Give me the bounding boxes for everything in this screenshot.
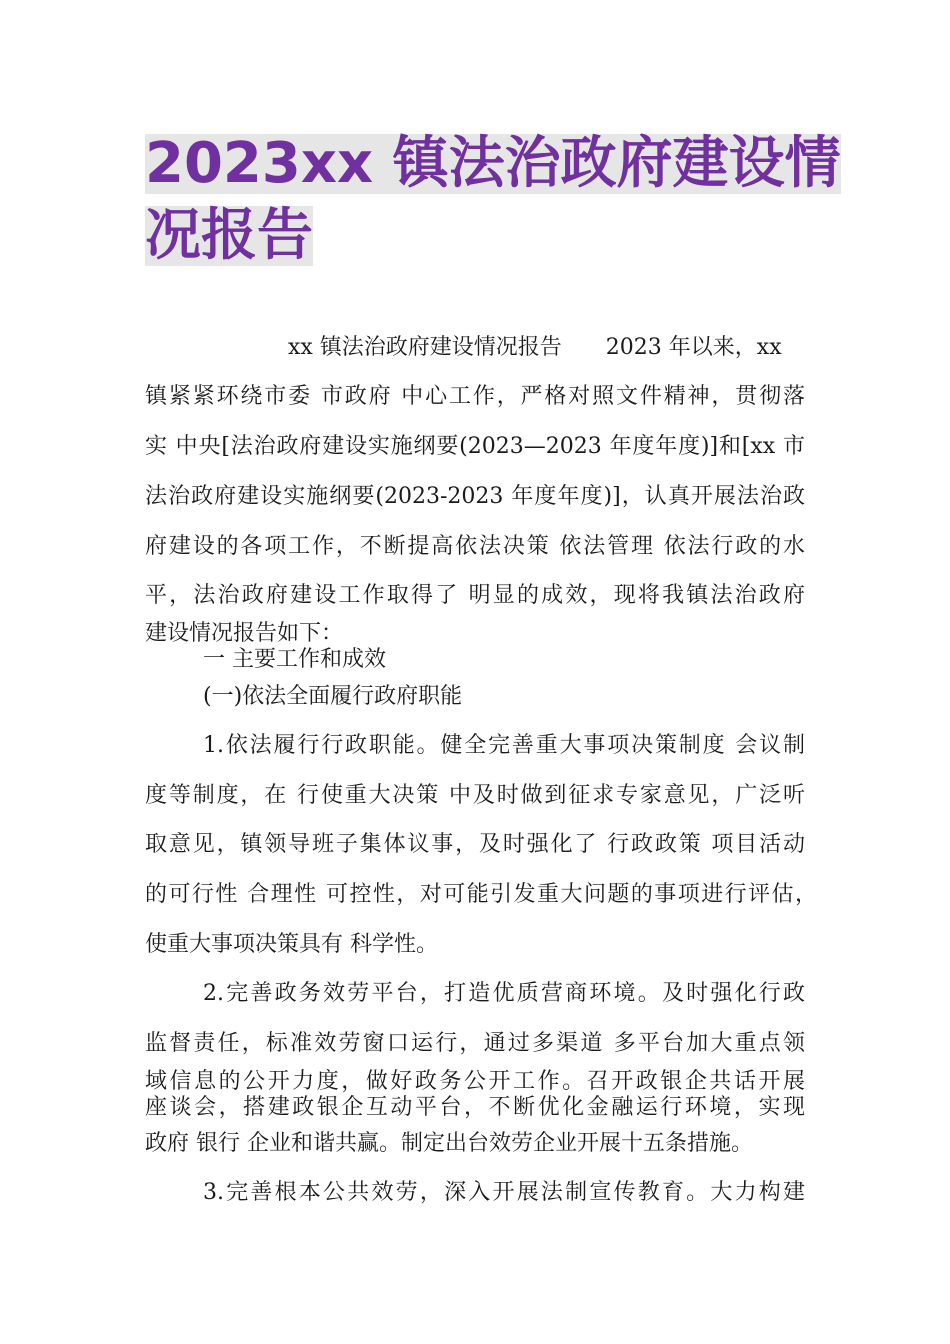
paragraph-line: 法治政府建设实施纲要(2023-2023 年度年度)]，认真开展法治政 (145, 484, 805, 509)
document-title-line-2: 况报告 (145, 203, 313, 268)
paragraph-line: xx 镇法治政府建设情况报告 2023 年以来，xx (288, 335, 782, 360)
section-heading: 一 主要工作和成效 (203, 647, 386, 672)
paragraph-line: 政府 银行 企业和谐共赢。制定出台效劳企业开展十五条措施。 (145, 1131, 753, 1156)
paragraph-line: 镇紧紧环绕市委 市政府 中心工作，严格对照文件精神，贯彻落 (145, 384, 805, 409)
paragraph-line: 3.完善根本公共效劳，深入开展法制宣传教育。大力构建 (203, 1180, 805, 1205)
paragraph-line: 府建设的各项工作，不断提高依法决策 依法管理 依法行政的水 (145, 534, 805, 559)
paragraph-line: 座谈会，搭建政银企互动平台，不断优化金融运行环境，实现 (145, 1095, 805, 1120)
paragraph-line: 使重大事项决策具有 科学性。 (145, 932, 438, 957)
paragraph-line: 2.完善政务效劳平台，打造优质营商环境。及时强化行政 (203, 981, 805, 1006)
document-title-line-1: 2023xx 镇法治政府建设情 (145, 131, 841, 196)
paragraph-line: 实 中央[法治政府建设实施纲要(2023—2023 年度年度)]和[xx 市 (145, 434, 805, 459)
paragraph-line: 的可行性 合理性 可控性，对可能引发重大问题的事项进行评估， (145, 882, 817, 907)
paragraph-line: 域信息的公开力度，做好政务公开工作。召开政银企共话开展 (145, 1069, 805, 1094)
paragraph-line: 度等制度，在 行使重大决策 中及时做到征求专家意见，广泛听 (145, 783, 805, 808)
paragraph-line: 取意见，镇领导班子集体议事，及时强化了 行政政策 项目活动 (145, 832, 805, 857)
paragraph-line: 平，法治政府建设工作取得了 明显的成效，现将我镇法治政府 (145, 583, 805, 608)
paragraph-line: 1.依法履行行政职能。健全完善重大事项决策制度 会议制 (203, 733, 805, 758)
subsection-heading: (一)依法全面履行政府职能 (203, 684, 463, 709)
paragraph-line: 建设情况报告如下： (145, 621, 344, 646)
paragraph-line: 监督责任，标准效劳窗口运行，通过多渠道 多平台加大重点领 (145, 1031, 805, 1056)
